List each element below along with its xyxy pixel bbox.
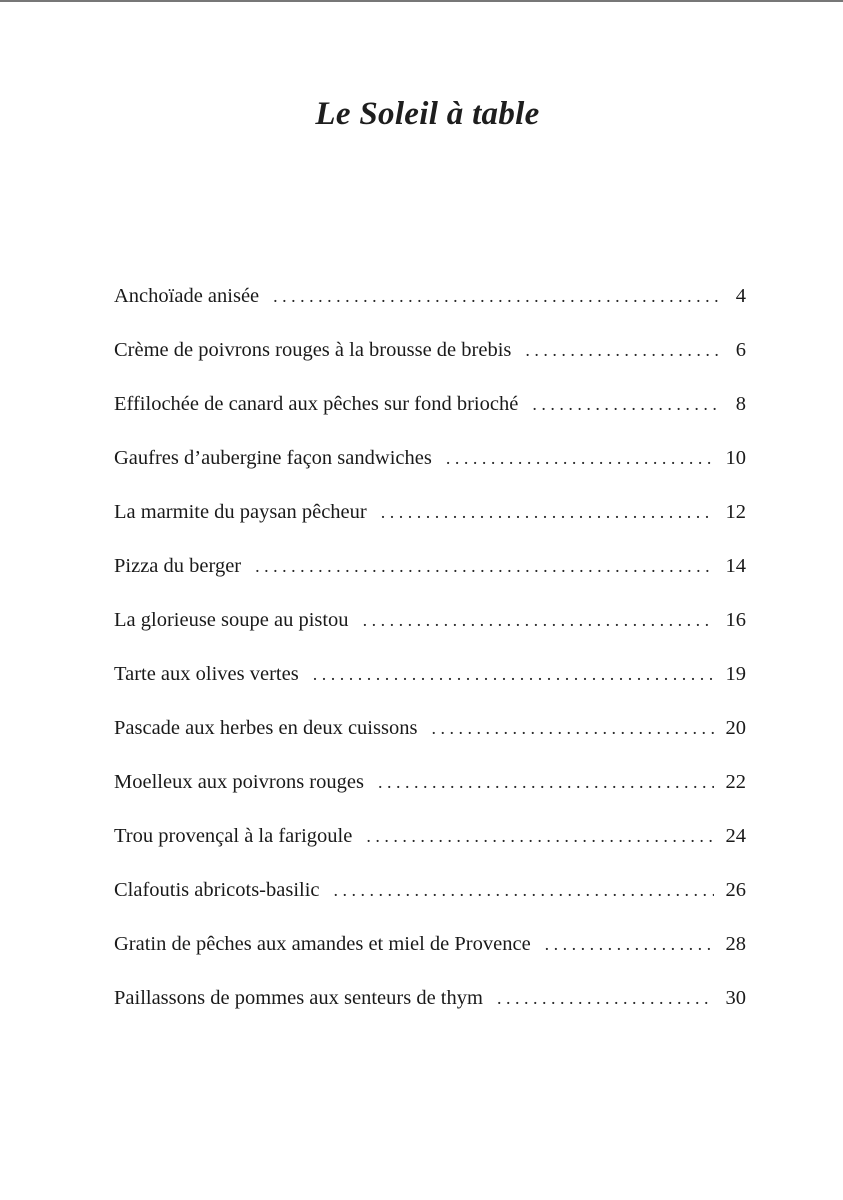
dot-leader xyxy=(532,384,722,424)
toc-entry-label: Gratin de pêches aux amandes et miel de Provence xyxy=(114,933,531,955)
toc-entry-6[interactable] xyxy=(114,546,746,600)
dot-leader xyxy=(545,924,714,964)
toc-entry-page: 20 xyxy=(725,717,746,739)
toc-entry-13[interactable] xyxy=(114,924,746,978)
toc-entry-page: 6 xyxy=(735,339,746,361)
toc-entry-8[interactable] xyxy=(114,654,746,708)
toc-entry-label: La glorieuse soupe au pistou xyxy=(114,609,349,631)
toc-entry-label: Pizza du berger xyxy=(114,555,242,577)
dot-leader xyxy=(497,978,714,1018)
toc-entry-label: Anchoïade anisée xyxy=(114,285,260,307)
toc-entry-label: Trou provençal à la farigoule xyxy=(114,825,353,847)
dot-leader xyxy=(525,330,722,370)
toc-entry-label: Paillassons de pommes aux senteurs de thym xyxy=(114,987,483,1009)
toc-entry-label: Clafoutis abricots-basilic xyxy=(114,879,320,901)
toc-entry-label: Moelleux aux poivrons rouges xyxy=(114,771,364,793)
toc-entry-12[interactable] xyxy=(114,870,746,924)
toc-entry-9[interactable] xyxy=(114,708,746,762)
toc-entry-page: 19 xyxy=(725,663,746,685)
toc-entry-label: Pascade aux herbes en deux cuissons xyxy=(114,717,418,739)
toc-entry-label: Effilochée de canard aux pêches sur fond brioché xyxy=(114,393,519,415)
dot-leader xyxy=(366,816,713,856)
toc-entry-page: 22 xyxy=(725,771,746,793)
table-of-contents xyxy=(114,276,746,1032)
dot-leader xyxy=(381,492,714,532)
page-title: Le Soleil à table xyxy=(315,96,540,133)
dot-leader xyxy=(363,600,714,640)
toc-entry-page: 12 xyxy=(725,501,746,523)
toc-entry-10[interactable] xyxy=(114,762,746,816)
toc-entry-page: 10 xyxy=(725,447,746,469)
toc-entry-5[interactable] xyxy=(114,492,746,546)
toc-entry-1[interactable] xyxy=(114,276,746,330)
toc-entry-label: Tarte aux olives vertes xyxy=(114,663,299,685)
toc-entry-page: 28 xyxy=(725,933,746,955)
toc-entry-2[interactable] xyxy=(114,330,746,384)
dot-leader xyxy=(334,870,714,910)
toc-entry-page: 24 xyxy=(725,825,746,847)
toc-entry-label: La marmite du paysan pêcheur xyxy=(114,501,367,523)
dot-leader xyxy=(313,654,714,694)
toc-entry-4[interactable] xyxy=(114,438,746,492)
toc-entry-7[interactable] xyxy=(114,600,746,654)
top-rule xyxy=(0,0,843,2)
dot-leader xyxy=(273,276,722,316)
toc-entry-page: 4 xyxy=(735,285,746,307)
dot-leader xyxy=(446,438,714,478)
toc-entry-page: 30 xyxy=(725,987,746,1009)
toc-entry-page: 8 xyxy=(735,393,746,415)
toc-entry-page: 16 xyxy=(725,609,746,631)
dot-leader xyxy=(378,762,714,802)
toc-entry-page: 14 xyxy=(725,555,746,577)
toc-entry-page: 26 xyxy=(725,879,746,901)
toc-entry-11[interactable] xyxy=(114,816,746,870)
toc-entry-label: Gaufres d’aubergine façon sandwiches xyxy=(114,447,432,469)
dot-leader xyxy=(431,708,713,748)
toc-entry-14[interactable] xyxy=(114,978,746,1032)
toc-entry-label: Crème de poivrons rouges à la brousse de brebis xyxy=(114,339,512,361)
dot-leader xyxy=(255,546,713,586)
toc-entry-3[interactable] xyxy=(114,384,746,438)
